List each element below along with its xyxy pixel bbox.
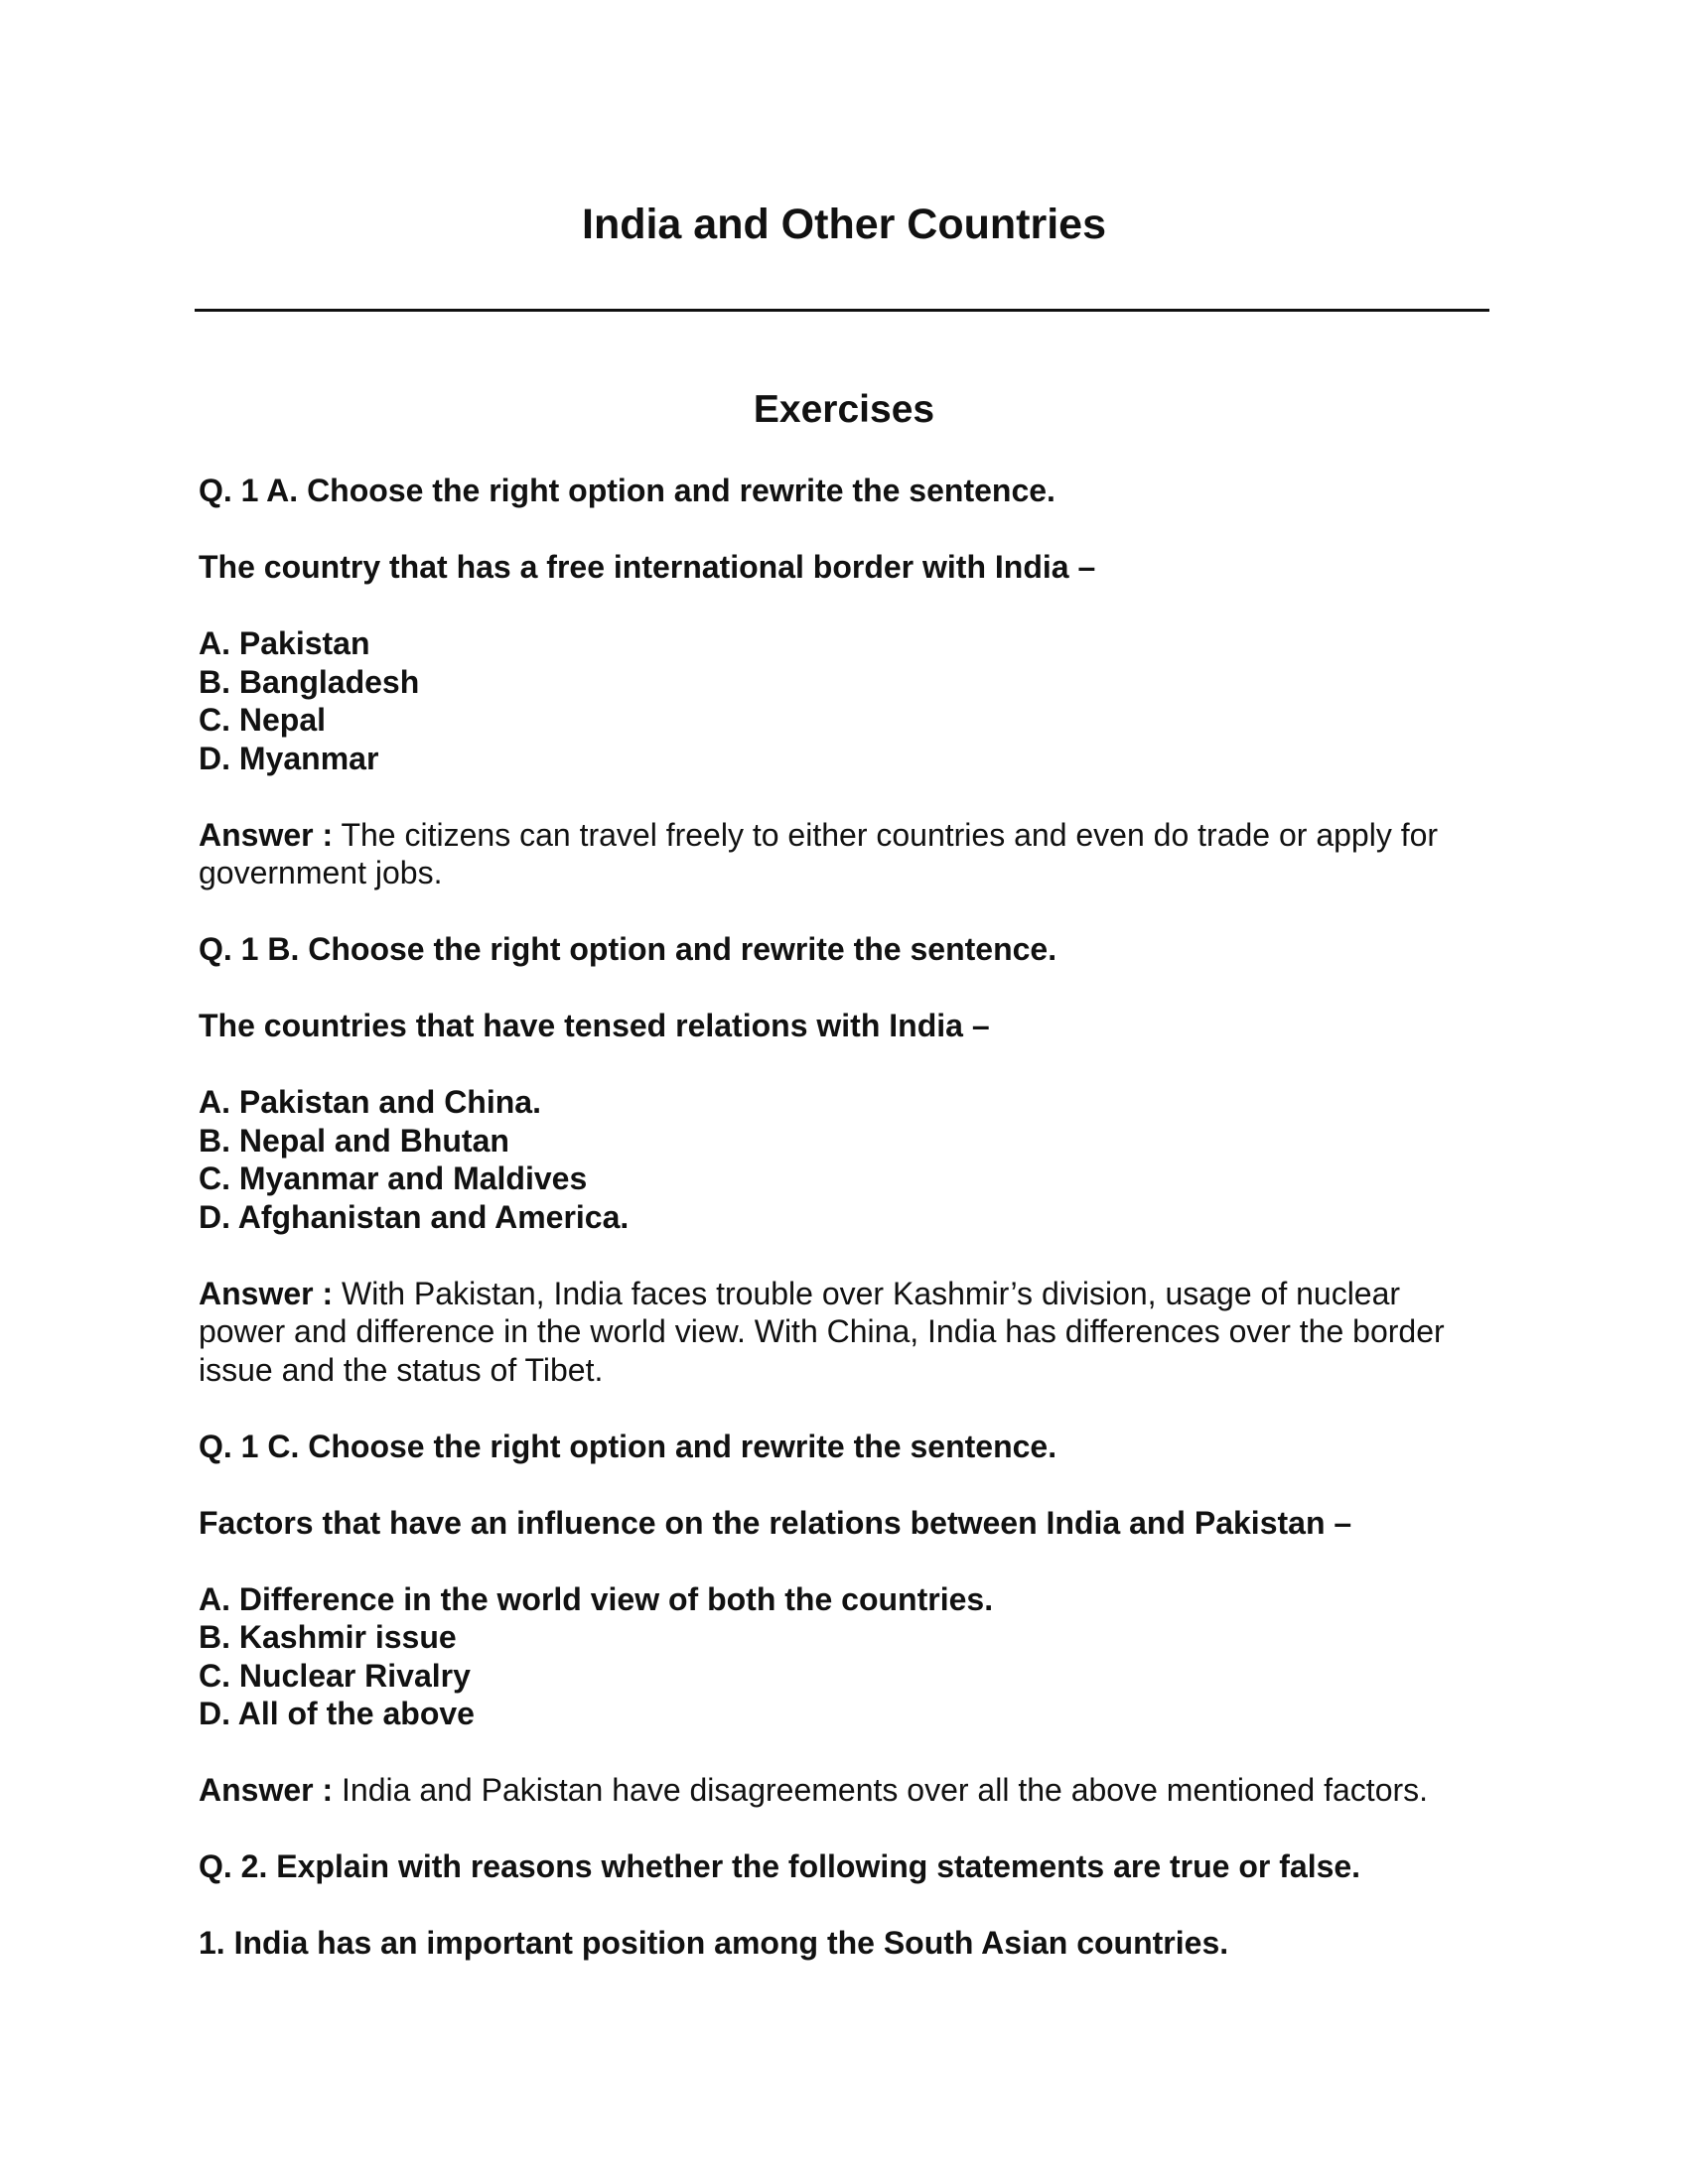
option-item: D. Afghanistan and America. [199, 1198, 630, 1235]
question-heading-1c: Q. 1 C. Choose the right option and rewrite the sentence. [199, 1428, 1057, 1464]
answer-1b [199, 1275, 1489, 1390]
answer-label: Answer : [199, 1275, 334, 1311]
option-item: A. Difference in the world view of both the countries. [199, 1580, 994, 1617]
title-divider [195, 309, 1489, 312]
question-statement-1a: The country that has a free international border with India – [199, 549, 1096, 585]
answer-1c [199, 1771, 1489, 1810]
option-item: A. Pakistan and China. [199, 1084, 541, 1120]
option-item: D. All of the above [199, 1696, 475, 1731]
option-item: A. Pakistan [199, 625, 370, 661]
exercise-content [199, 472, 1489, 2000]
page-title: India and Other Countries [582, 201, 1106, 248]
question-heading-1a: Q. 1 A. Choose the right option and rewrite the sentence. [199, 473, 1055, 508]
answer-1a [199, 816, 1489, 892]
option-item: C. Myanmar and Maldives [199, 1160, 588, 1196]
options-list-1b [199, 1083, 1489, 1236]
question-heading-2: Q. 2. Explain with reasons whether the following statements are true or false. [199, 1848, 1361, 1884]
answer-text: The citizens can travel freely to either countries and even do trade or apply for government jobs. [199, 816, 1439, 890]
answer-text: India and Pakistan have disagreements over all the above mentioned factors. [333, 1772, 1429, 1808]
section-heading: Exercises [753, 388, 935, 431]
option-item: C. Nuclear Rivalry [199, 1657, 471, 1694]
option-item: D. Myanmar [199, 740, 379, 776]
option-item: B. Nepal and Bhutan [199, 1122, 509, 1159]
options-list-1a [199, 624, 1489, 777]
option-item: B. Kashmir issue [199, 1619, 457, 1655]
answer-text: With Pakistan, India faces trouble over Kashmir’s division, usage of nuclear power and difference in the world view. With China, India has differences over the border issue and the status of Tibet. [199, 1275, 1445, 1388]
answer-label: Answer : [199, 1772, 334, 1808]
question-heading-1b: Q. 1 B. Choose the right option and rewrite the sentence. [199, 931, 1057, 967]
question-statement-2-1: 1. India has an important position among the South Asian countries. [199, 1925, 1229, 1961]
option-item: B. Bangladesh [199, 663, 420, 700]
question-statement-1c: Factors that have an influence on the relations between India and Pakistan – [199, 1504, 1352, 1541]
options-list-1c [199, 1580, 1489, 1733]
option-item: C. Nepal [199, 702, 327, 738]
answer-label: Answer : [199, 816, 334, 853]
question-statement-1b: The countries that have tensed relations with India – [199, 1008, 990, 1043]
